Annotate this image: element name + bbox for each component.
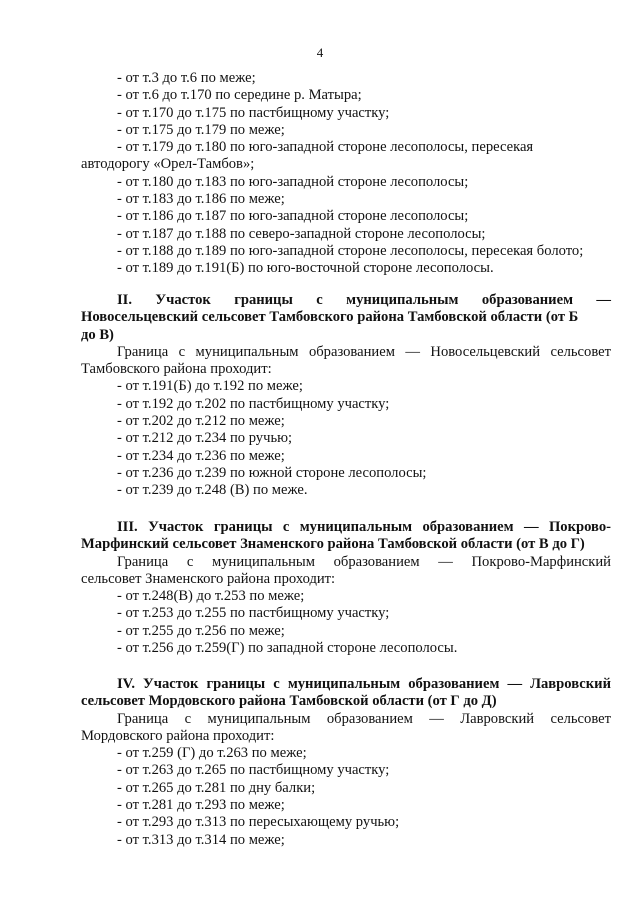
list-item: - от т.202 до т.212 по меже; <box>117 413 285 430</box>
page-number: 4 <box>316 45 324 60</box>
section-heading-line: до В) <box>81 326 114 343</box>
list-item: - от т.248(В) до т.253 по меже; <box>117 588 305 605</box>
list-item: - от т.187 до т.188 по северо-западной стороне лесополосы; <box>117 225 486 242</box>
list-item: - от т.188 до т.189 по юго-западной стороне лесополосы, пересекая болото; <box>117 242 584 259</box>
list-item: - от т.186 до т.187 по юго-западной стороне лесополосы; <box>117 208 469 225</box>
list-item: - от т.256 до т.259(Г) по западной стороне лесополосы. <box>117 640 458 657</box>
list-item: - от т.239 до т.248 (В) по меже. <box>117 482 308 499</box>
section-2 <box>81 292 611 500</box>
list-item: - от т.293 до т.313 по пересыхающему ручью; <box>117 814 400 831</box>
section-heading: III. Участок границы с муниципальным образованием — Покрово- <box>117 519 611 535</box>
section-heading: II. Участок границы с муниципальным образованием — <box>117 292 611 308</box>
list-item: - от т.192 до т.202 по пастбищному участку; <box>117 395 390 412</box>
section-3 <box>81 519 611 657</box>
section-4 <box>81 676 611 849</box>
section-intro-line: сельсовет Знаменского района проходит: <box>81 570 336 587</box>
list-item: - от т.183 до т.186 по меже; <box>117 191 285 208</box>
list-item: - от т.259 (Г) до т.263 по меже; <box>117 745 307 762</box>
list-item: - от т.180 до т.183 по юго-западной стороне лесополосы; <box>117 173 469 190</box>
section-intro: Граница с муниципальным образованием — Новосельцевский сельсовет <box>117 343 611 360</box>
list-item: - от т.263 до т.265 по пастбищному участку; <box>117 762 390 779</box>
list-item: - от т.6 до т.170 по середине р. Матыра; <box>117 87 362 104</box>
section-heading: IV. Участок границы с муниципальным образованием — Лавровский <box>117 676 611 692</box>
section-heading-line: Новосельцевский сельсовет Тамбовского района Тамбовской области (от Б <box>81 309 579 326</box>
list-item: - от т.3 до т.6 по меже; <box>117 70 256 86</box>
list-item: - от т.255 до т.256 по меже; <box>117 622 285 639</box>
section-intro: Граница с муниципальным образованием — Покрово-Марфинский <box>117 553 611 570</box>
section-heading-line: Марфинский сельсовет Знаменского района Тамбовской области (от В до Г) <box>81 536 585 553</box>
list-item: - от т.175 до т.179 по меже; <box>117 121 285 138</box>
section-intro-line: Тамбовского района проходит: <box>81 361 272 378</box>
section-intro-line: Мордовского района проходит: <box>81 727 275 744</box>
list-item-continuation: автодорогу «Орел-Тамбов»; <box>81 156 255 173</box>
list-item: - от т.189 до т.191(Б) по юго-восточной стороне лесополосы. <box>117 260 494 277</box>
list-item: - от т.236 до т.239 по южной стороне лесополосы; <box>117 464 427 481</box>
list-item: - от т.281 до т.293 по меже; <box>117 797 285 814</box>
list-item: - от т.212 до т.234 по ручью; <box>117 430 293 447</box>
list-item: - от т.313 до т.314 по меже; <box>117 831 285 848</box>
list-item: - от т.265 до т.281 по дну балки; <box>117 779 316 796</box>
list-item: - от т.191(Б) до т.192 по меже; <box>117 378 303 395</box>
list-item: - от т.234 до т.236 по меже; <box>117 447 285 464</box>
list-item: - от т.253 до т.255 по пастбищному участку; <box>117 605 390 622</box>
intro-list <box>81 70 611 278</box>
section-heading-line: сельсовет Мордовского района Тамбовской области (от Г до Д) <box>81 693 497 710</box>
section-intro: Граница с муниципальным образованием — Лавровский сельсовет <box>117 710 611 727</box>
list-item: - от т.179 до т.180 по юго-западной стороне лесополосы, пересекая <box>117 139 534 156</box>
list-item: - от т.170 до т.175 по пастбищному участку; <box>117 104 390 121</box>
